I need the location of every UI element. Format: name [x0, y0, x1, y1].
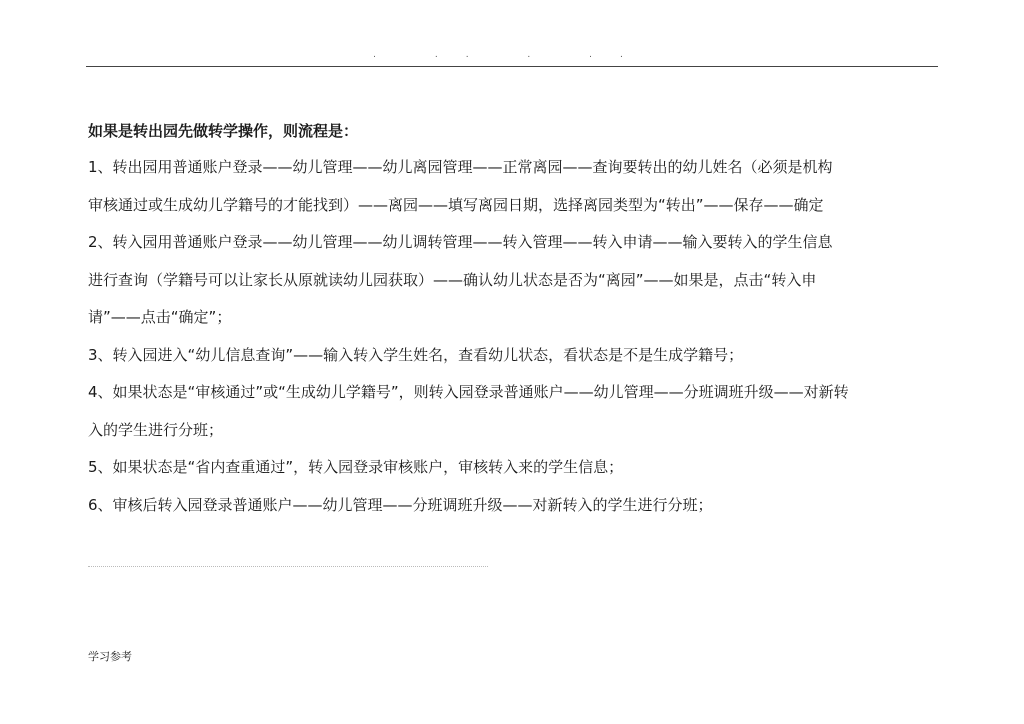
paragraph-line-5: 请”——点击“确定”；: [88, 308, 232, 326]
faint-divider: [88, 566, 488, 567]
paragraph-line-3: 2、转入园用普通账户登录——幼儿管理——幼儿调转管理——转入管理——转入申请——输入要转入的学生信息: [88, 233, 833, 251]
paragraph-line-8: 入的学生进行分班；: [88, 420, 224, 439]
paragraph-line-7: 4、如果状态是“审核通过”或“生成幼儿学籍号”，则转入园登录普通账户——幼儿管理——分班调班升级——对新转: [88, 383, 849, 401]
paragraph-line-1: 1、转出园用普通账户登录——幼儿管理——幼儿离园管理——正常离园——查询要转出的幼儿姓名（必须是机构: [88, 158, 833, 176]
footer-label: 学习参考: [88, 650, 132, 663]
section-heading: 如果是转出园先做转学操作，则流程是：: [88, 122, 359, 140]
paragraph-line-6: 3、转入园进入“幼儿信息查询”——输入转入学生姓名，查看幼儿状态，看状态是不是生成学籍号；: [88, 345, 744, 364]
header-dots: . .. . ..: [373, 50, 651, 60]
paragraph-line-10: 6、审核后转入园登录普通账户——幼儿管理——分班调班升级——对新转入的学生进行分班；: [88, 495, 713, 514]
paragraph-line-4: 进行查询（学籍号可以让家长从原就读幼儿园获取）——确认幼儿状态是否为“离园”——如果是，点击“转入申: [88, 270, 817, 289]
header-rule: [86, 66, 938, 67]
paragraph-line-9: 5、如果状态是“省内查重通过”，转入园登录审核账户，审核转入来的学生信息；: [88, 458, 624, 476]
document-body: [88, 113, 938, 524]
paragraph-line-2: 审核通过或生成幼儿学籍号的才能找到）——离园——填写离园日期，选择离园类型为“转出”——保存——确定: [88, 195, 824, 214]
